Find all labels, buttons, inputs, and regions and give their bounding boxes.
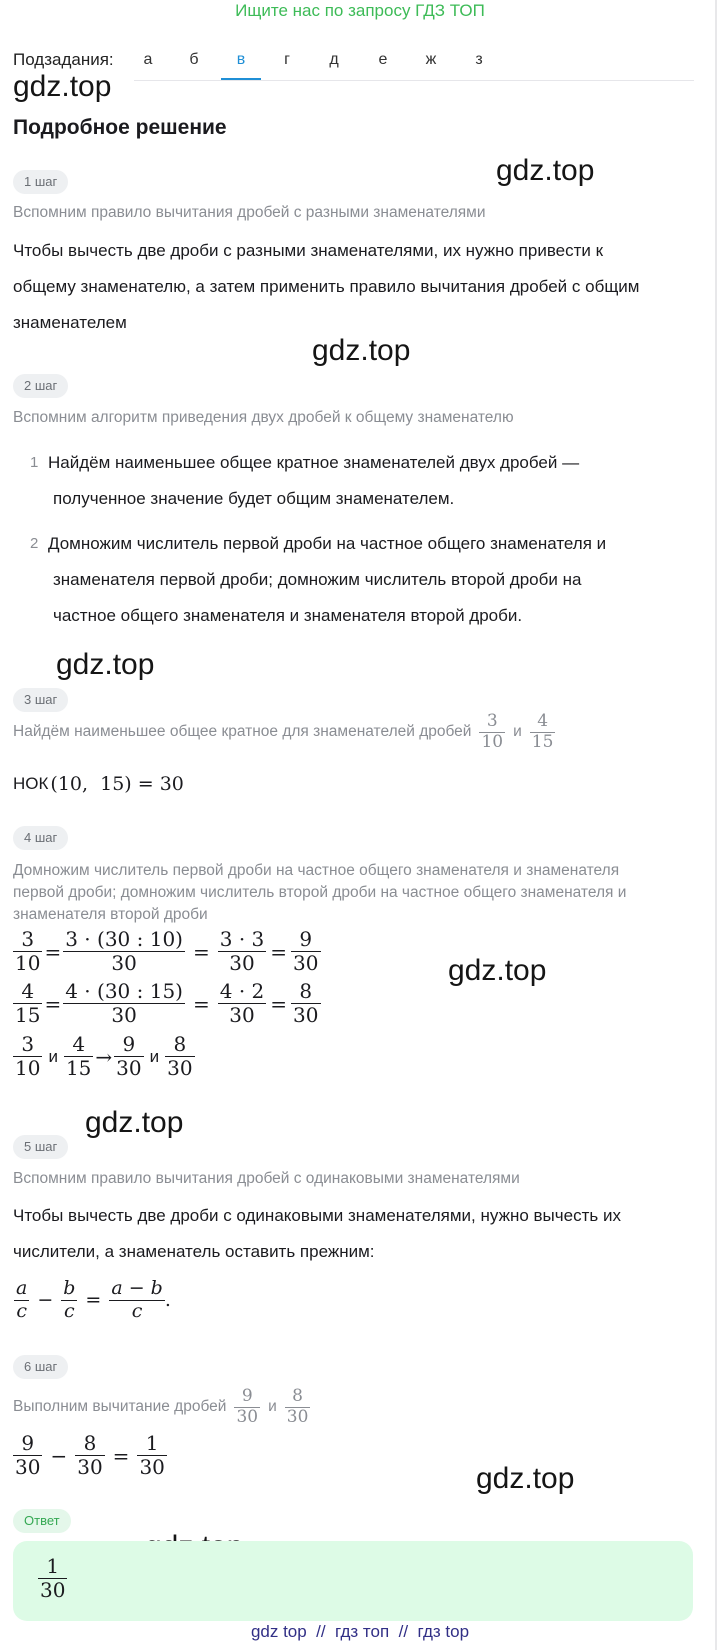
- footer-links[interactable]: gdz top // гдз топ // гдз top: [250, 1622, 470, 1641]
- fraction: $\frac{8}{30}$: [167, 1032, 193, 1080]
- watermark: gdz.top: [448, 954, 547, 987]
- fraction: $\frac{9}{30}$: [15, 1431, 41, 1479]
- tab-b[interactable]: б: [189, 51, 199, 68]
- step-text: Чтобы вычесть две дроби с одинаковыми знаменателями, нужно вычесть их числители, а знаменатель оставить прежним:: [13, 1206, 621, 1261]
- fraction: $\frac{3}{10}$: [15, 1032, 41, 1080]
- step-hint: Вспомним алгоритм приведения двух дробей к общему знаменателю: [13, 409, 514, 426]
- tab-z[interactable]: з: [475, 51, 483, 68]
- fraction: $\frac{4}{15}$: [65, 1032, 92, 1080]
- tab-a[interactable]: а: [143, 51, 153, 68]
- watermark: gdz.top: [85, 1106, 184, 1139]
- watermark: gdz.top: [13, 70, 112, 103]
- fraction: $\frac{b}{c}$: [63, 1277, 76, 1322]
- fraction: $\frac{a}{c}$: [16, 1277, 28, 1322]
- step-hint: Домножим числитель первой дроби на частное общего знаменателя и знаменателя первой дроби; домножим числитель второй дроби на частное общего знаменателя и знаменателя второй дроби: [13, 862, 627, 923]
- fraction: $\frac{a - b}{c}$: [111, 1277, 163, 1322]
- step-text: Чтобы вычесть две дроби с разными знаменателями, их нужно привести к общему знаменателю, а затем применить правило вычитания дробей с общим знаменателем: [13, 241, 640, 332]
- fraction: $\frac{4 \cdot 2}{30}$: [219, 979, 265, 1027]
- fraction: $\frac{9}{30}$: [236, 1386, 259, 1427]
- watermark: gdz.top: [312, 334, 411, 367]
- list-item: 1 Найдём наименьшее общее кратное знаменателей двух дробей — полученное значение будет общим знаменателем.: [30, 453, 580, 508]
- step-badge: 1 шаг: [13, 170, 68, 194]
- fraction: $\frac{3 \cdot (30 : 10)}{30}$: [65, 927, 183, 975]
- lcm-expression: НОК (10, 15) = 30: [13, 773, 184, 795]
- algorithm-list: [30, 445, 606, 634]
- equation-1: $\frac{3}{10}$ = $\frac{3 \cdot (30 : 10)}{30}$ = $\frac{3 \cdot 3}{30}$ = $\frac{9}{30}$: [15, 927, 319, 975]
- step-hint: Выполним вычитание дробей $\frac{9}{30}$ и $\frac{8}{30}$: [13, 1386, 309, 1427]
- fraction: $\frac{3}{10}$: [481, 711, 504, 752]
- tab-e[interactable]: е: [378, 51, 388, 68]
- search-banner[interactable]: Ищите нас по запросу ГДЗ ТОП: [235, 1, 485, 20]
- step-hint: Найдём наименьшее общее кратное для знаменателей дробей $\frac{3}{10}$ и $\frac{4}{15}$: [13, 711, 554, 752]
- step-badge: 5 шаг: [13, 1135, 68, 1159]
- answer-value: [38, 1555, 67, 1602]
- fraction: $\frac{3 \cdot 3}{30}$: [219, 927, 265, 975]
- fraction: $\frac{8}{30}$: [77, 1431, 103, 1479]
- tab-g[interactable]: г: [284, 51, 290, 68]
- equation-3: $\frac{3}{10}$ и $\frac{4}{15}$ → $\frac{9}{30}$ и $\frac{8}{30}$: [15, 1032, 193, 1080]
- page-right-border: [715, 0, 717, 1650]
- subtask-tabs: [134, 48, 694, 81]
- subtraction-formula: $\frac{a}{c}$ − $\frac{b}{c}$ = $\frac{a - b}{c}$ .: [16, 1277, 171, 1322]
- step-hint: Вспомним правило вычитания дробей с одинаковыми знаменателями: [13, 1170, 520, 1187]
- tab-v[interactable]: в: [221, 48, 261, 80]
- step-badge: 4 шаг: [13, 826, 68, 850]
- answer-badge: Ответ: [13, 1509, 71, 1533]
- watermark: gdz.top: [476, 1462, 575, 1495]
- watermark: gdz.top: [496, 154, 595, 187]
- tab-d[interactable]: д: [329, 51, 339, 68]
- fraction: $\frac{4 \cdot (30 : 15)}{30}$: [65, 979, 183, 1027]
- step-badge: 2 шаг: [13, 374, 68, 398]
- step-hint: Вспомним правило вычитания дробей с разными знаменателями: [13, 204, 486, 221]
- fraction: $\frac{1}{30}$: [40, 1554, 66, 1602]
- arrow-icon: →: [95, 1044, 113, 1069]
- step-badge: 3 шаг: [13, 688, 68, 712]
- subtasks-label: Подзадания:: [13, 50, 114, 69]
- list-item: 2 Домножим числитель первой дроби на частное общего знаменателя и знаменателя первой дроби; домножим числитель второй дроби на частное общего знаменателя и знаменателя второй дроби.: [30, 534, 607, 625]
- fraction: $\frac{8}{30}$: [286, 1386, 309, 1427]
- fraction: $\frac{8}{30}$: [293, 979, 319, 1027]
- fraction: $\frac{9}{30}$: [116, 1032, 142, 1080]
- fraction: $\frac{3}{10}$: [15, 927, 41, 975]
- step-badge: 6 шаг: [13, 1355, 68, 1379]
- tab-zh[interactable]: ж: [425, 51, 437, 68]
- final-calculation: $\frac{9}{30}$ − $\frac{8}{30}$ = $\frac{1}{30}$: [15, 1431, 165, 1479]
- watermark: gdz.top: [56, 648, 155, 681]
- fraction: $\frac{9}{30}$: [293, 927, 319, 975]
- page-title: Подробное решение: [13, 116, 227, 139]
- answer-box: [13, 1541, 693, 1621]
- fraction: $\frac{1}{30}$: [139, 1431, 165, 1479]
- fraction: $\frac{4}{15}$: [15, 979, 41, 1027]
- fraction: $\frac{4}{15}$: [531, 711, 554, 752]
- equation-2: $\frac{4}{15}$ = $\frac{4 \cdot (30 : 15)}{30}$ = $\frac{4 \cdot 2}{30}$ = $\frac{8}{30}$: [15, 979, 319, 1027]
